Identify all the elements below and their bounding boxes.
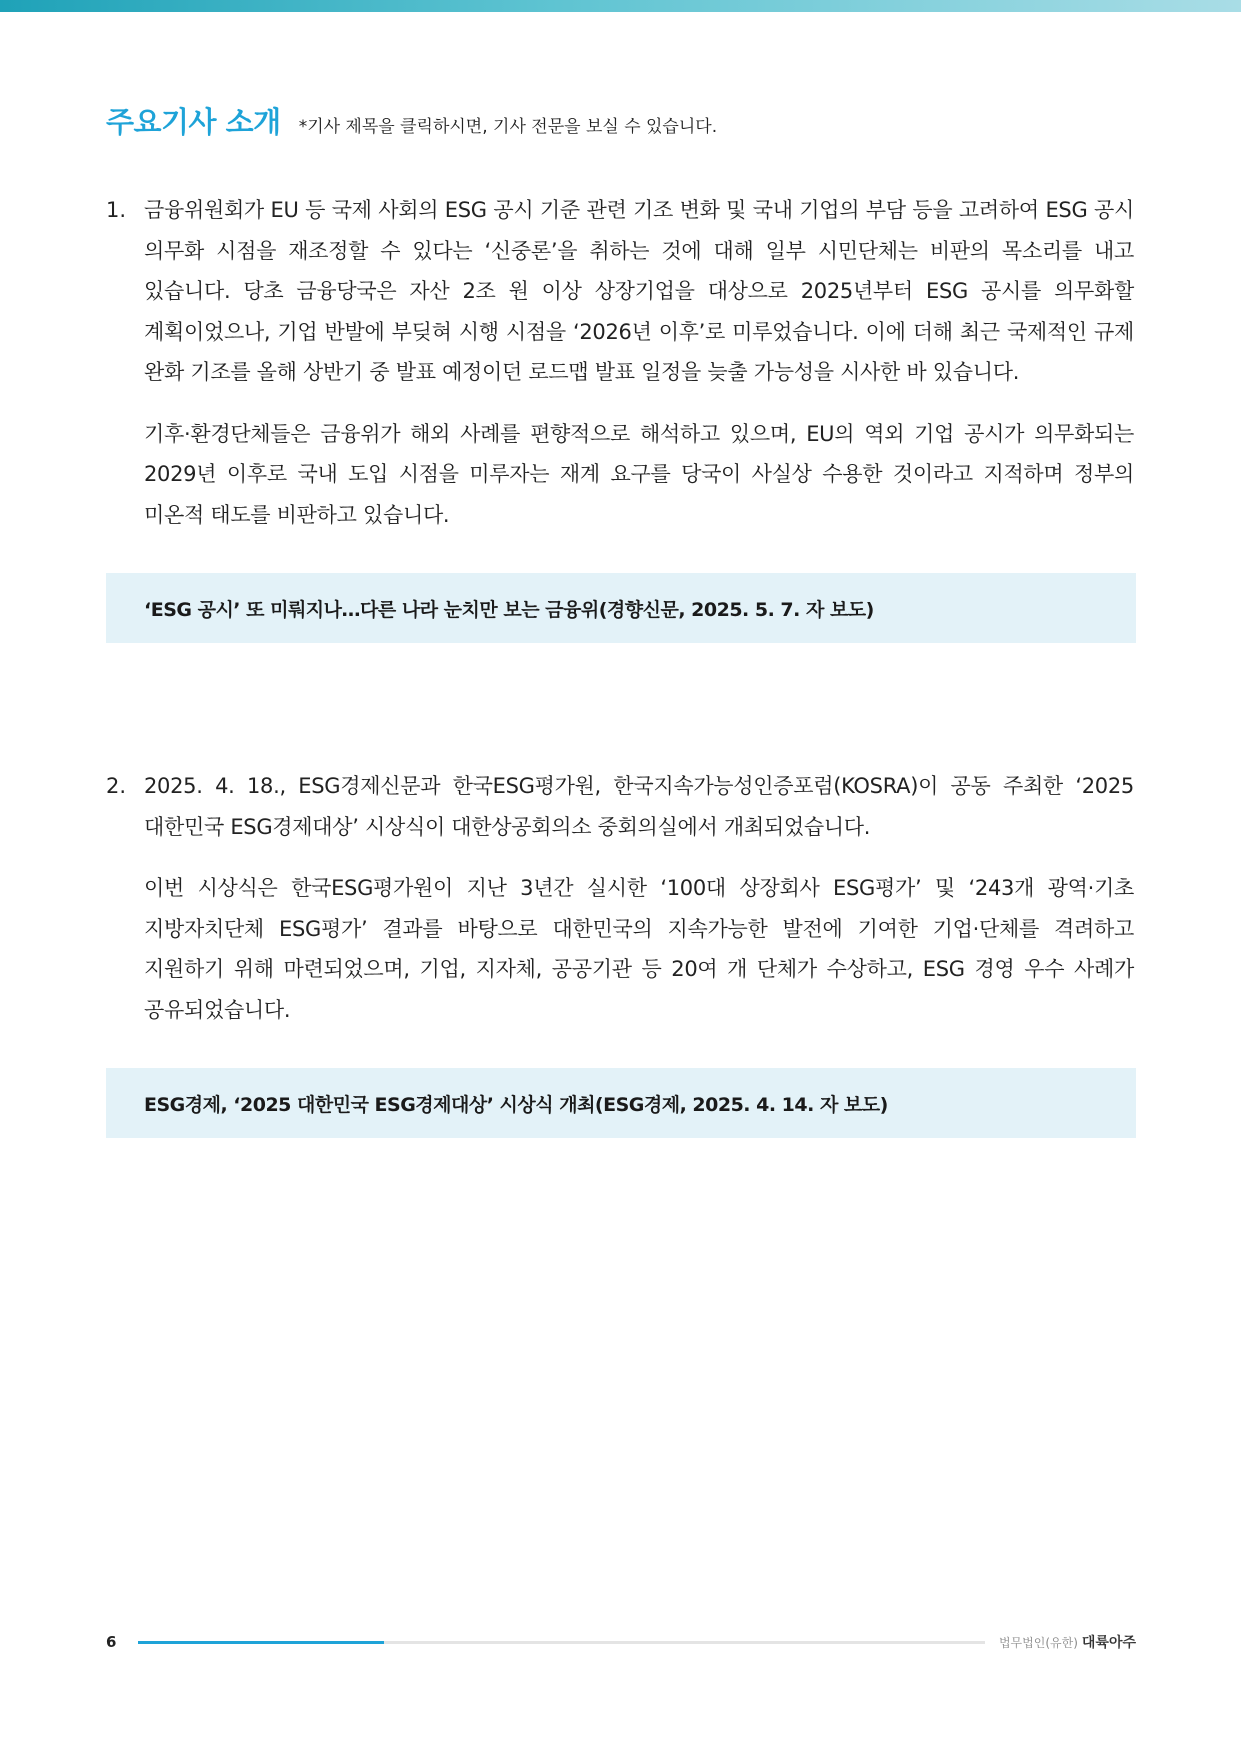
top-accent-bar bbox=[0, 0, 1241, 12]
article-item bbox=[106, 766, 1136, 1030]
footer-brand bbox=[999, 1632, 1136, 1652]
article-body bbox=[144, 190, 1134, 535]
article-item bbox=[106, 190, 1136, 535]
footer-brand-prefix: 법무법인(유한) bbox=[998, 1636, 1078, 1650]
article-number: 1. bbox=[106, 198, 127, 222]
section-note: *기사 제목을 클릭하시면, 기사 전문을 보실 수 있습니다. bbox=[298, 117, 718, 137]
article-paragraph: 2025. 4. 18., ESG경제신문과 한국ESG평가원, 한국지속가능성인증포럼(KOSRA)이 공동 주최한 ‘2025 대한민국 ESG경제대상’ 시상식이 대한상공회의소 중회의실에서 개최되었습니다. bbox=[144, 774, 1134, 839]
section-header bbox=[106, 100, 1136, 141]
article-paragraph: 이번 시상식은 한국ESG평가원이 지난 3년간 실시한 ‘100대 상장회사 ESG평가’ 및 ‘243개 광역·기초 지방자치단체 ESG평가’ 결과를 바탕으로 대한민국의 지속가능한 발전에 기여한 기업·단체를 격려하고 지원하기 위해 마련되었으며, 기업, 지자체, 공공기관 등 20여 개 단체가 수상하고, ESG 경영 우수 사례가 공유되었습니다. bbox=[144, 876, 1134, 1022]
page-footer bbox=[106, 1630, 1136, 1654]
article-paragraph: 금융위원회가 EU 등 국제 사회의 ESG 공시 기준 관련 기조 변화 및 국내 기업의 부담 등을 고려하여 ESG 공시 의무화 시점을 재조정할 수 있다는 ‘신중론’을 취하는 것에 대해 일부 시민단체는 비판의 목소리를 내고 있습니다. 당초 금융당국은 자산 2조 원 이상 상장기업을 대상으로 2025년부터 ESG 공시를 의무화할 계획이었으나, 기업 반발에 부딪혀 시행 시점을 ‘2026년 이후’로 미루었습니다. 이에 더해 최근 국제적인 규제 완화 기조를 올해 상반기 중 발표 예정이던 로드맵 발표 일정을 늦출 가능성을 시사한 바 있습니다. bbox=[144, 198, 1134, 384]
article-1 bbox=[106, 190, 1136, 643]
section-title: 주요기사 소개 bbox=[106, 105, 281, 139]
footer-divider-accent bbox=[138, 1641, 384, 1644]
article-link[interactable]: ESG경제, ‘2025 대한민국 ESG경제대상’ 시상식 개최(ESG경제, 2025. 4. 14. 자 보도) bbox=[144, 1093, 888, 1116]
article-paragraph: 기후·환경단체들은 금융위가 해외 사례를 편향적으로 해석하고 있으며, EU의 역외 기업 공시가 의무화되는 2029년 이후로 국내 도입 시점을 미루자는 재계 요구를 당국이 사실상 수용한 것이라고 지적하며 정부의 미온적 태도를 비판하고 있습니다. bbox=[144, 421, 1134, 527]
article-2 bbox=[106, 766, 1136, 1138]
article-link-box[interactable] bbox=[106, 1068, 1136, 1138]
footer-divider bbox=[138, 1641, 985, 1644]
article-body bbox=[144, 766, 1134, 1030]
footer-brand-name: 대륙아주 bbox=[1081, 1635, 1136, 1651]
article-link[interactable]: ‘ESG 공시’ 또 미뤄지나…다른 나라 눈치만 보는 금융위(경향신문, 2025. 5. 7. 자 보도) bbox=[144, 598, 874, 621]
article-number: 2. bbox=[106, 774, 127, 798]
page-number: 6 bbox=[106, 1633, 117, 1651]
article-link-box[interactable] bbox=[106, 573, 1136, 643]
